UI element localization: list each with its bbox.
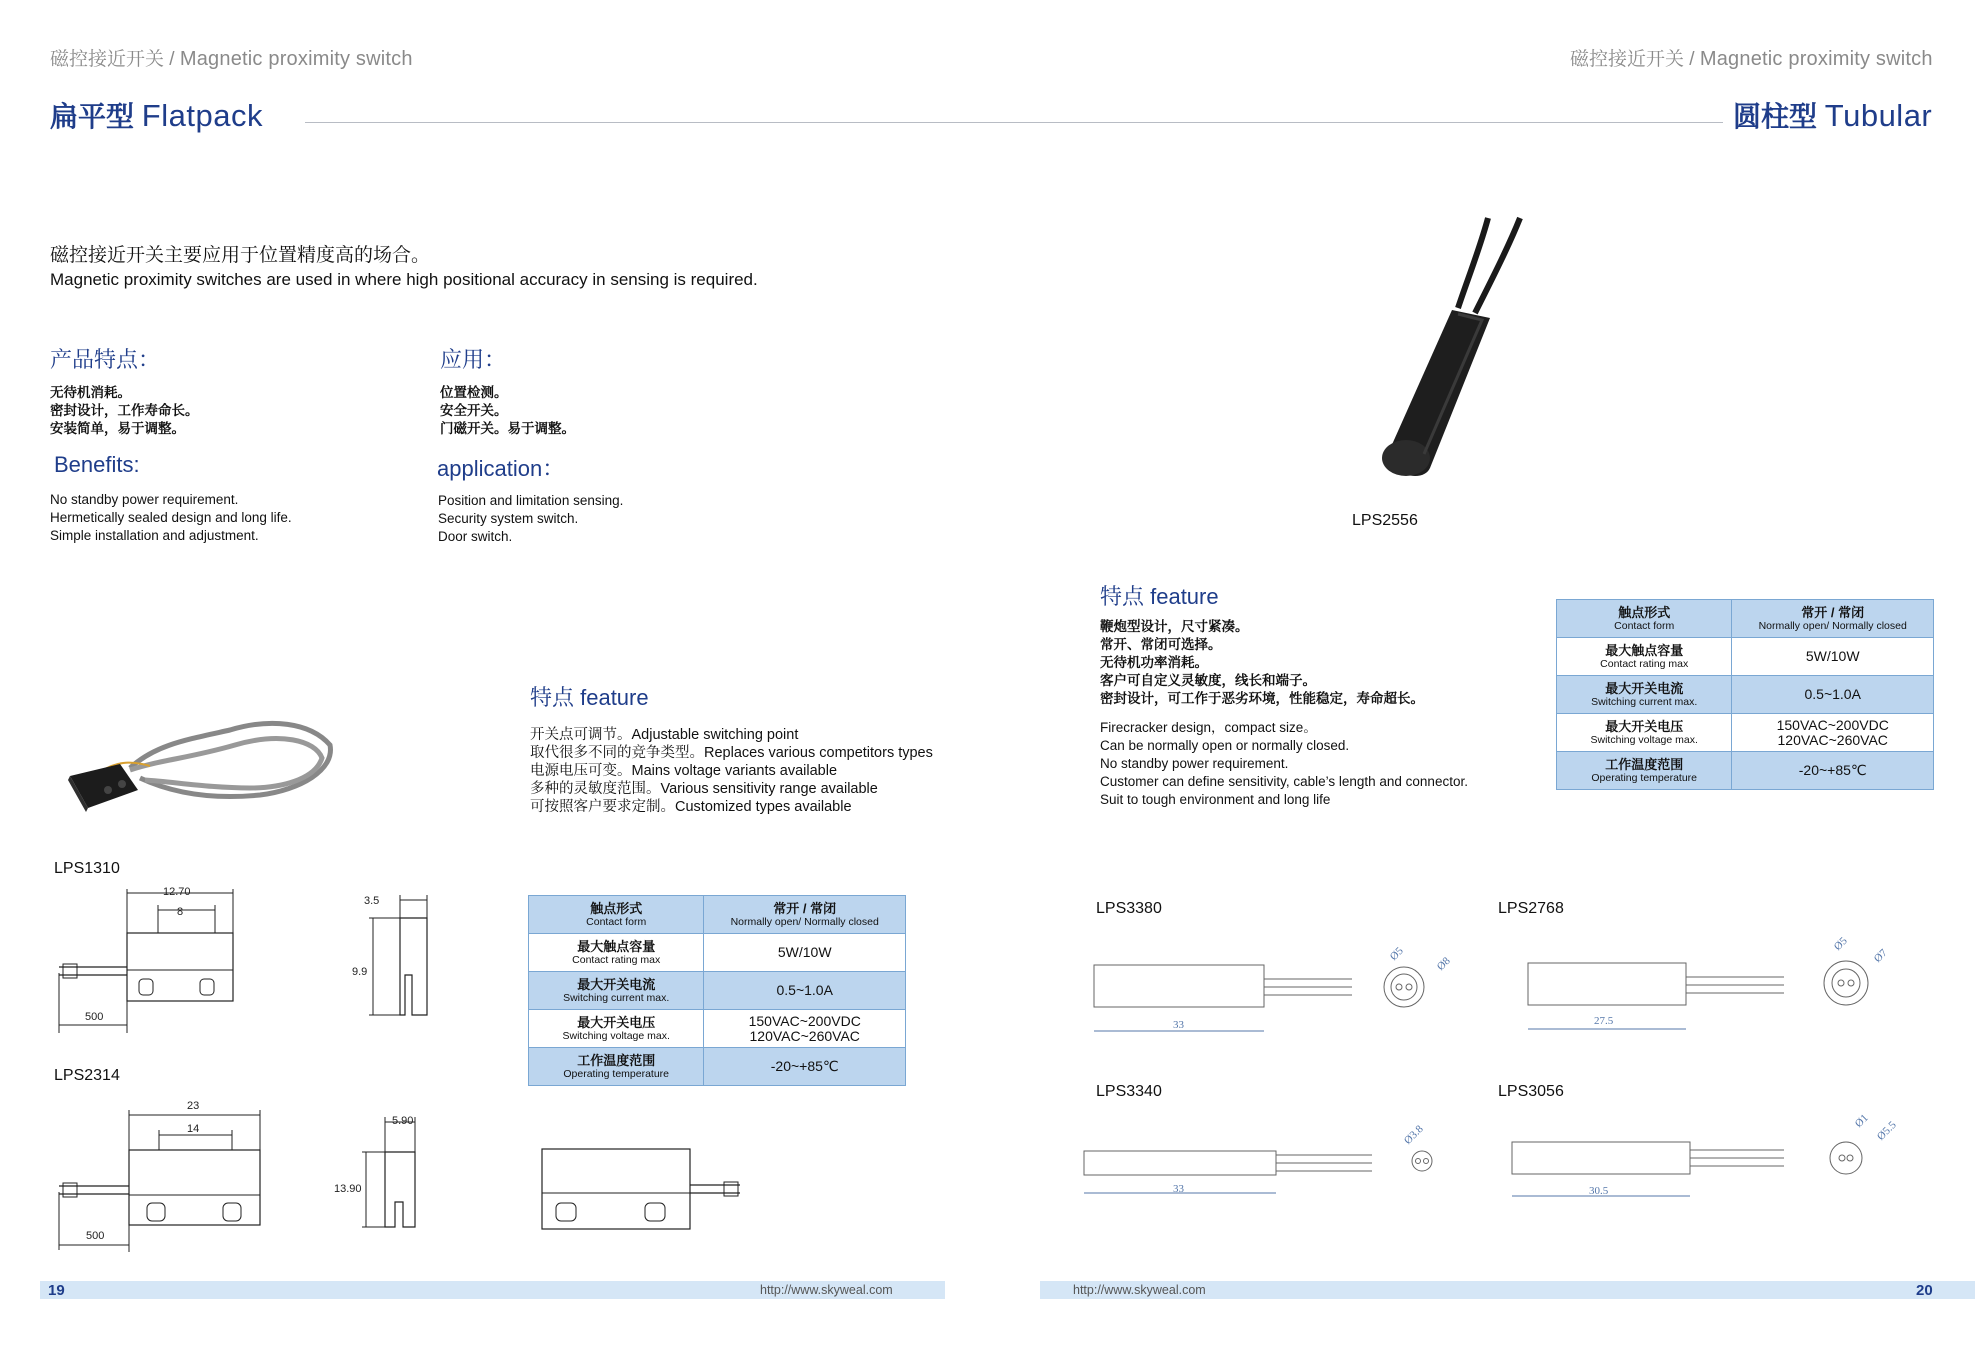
table-cell: 120VAC~260VAC [749,1027,860,1044]
dim-label: Ø3.8 [1401,1123,1426,1147]
list-item: 安全开关。 [440,403,508,418]
breadcrumb-sep: / [164,49,180,70]
table-cell: 最大开关电流 [1605,681,1684,696]
lps3380-drawing [1092,955,1472,1035]
table-row [1557,600,1934,638]
list-item: 无待机消耗。 [50,385,131,400]
tubular-product-image [1340,218,1560,480]
list-item: Security system switch. [438,511,579,526]
list-item: Position and limitation sensing. [438,493,624,508]
table-cell: 最大触点容量 [1605,643,1684,658]
list-item: 客户可自定义灵敏度，线长和端子。 [1100,673,1316,688]
table-row [529,1010,906,1048]
list-item: 密封设计，可工作于恶劣环境，性能稳定，寿命超长。 [1100,691,1424,706]
spec-table-left [528,895,906,1086]
list-item: 电源电压可变。Mains voltage variants available [530,763,838,779]
dim-label: Ø8 [1434,955,1453,973]
table-cell: 触点形式 [1618,605,1671,620]
list-item: No standby power requirement. [1100,756,1289,771]
lps2314-side-drawing [360,1112,440,1232]
dim-label: Ø7 [1871,947,1890,965]
title-en: Tubular [1824,98,1933,133]
dim-label: 3.5 [364,895,380,907]
dim-label: Ø5 [1387,945,1406,963]
table-cell: Contact form [1614,620,1675,632]
table-row [529,972,906,1010]
dim-label: 13.90 [334,1183,362,1195]
list-item: 无待机功率消耗。 [1100,655,1208,670]
page-title-right [1733,95,1932,135]
flatpack-product-image [60,700,360,820]
title-en: Flatpack [141,98,263,133]
list-item: 门磁开关。易于调整。 [440,421,575,436]
table-cell: Contact rating max [1600,658,1689,670]
table-cell: 最大触点容量 [577,939,656,954]
list-item: 鞭炮型设计，尺寸紧凑。 [1100,619,1249,634]
table-cell: 150VAC~200VDC [748,1012,861,1029]
table-cell: 工作温度范围 [577,1053,656,1068]
list-item: Door switch. [438,529,513,544]
table-cell: 0.5~1.0A [1804,685,1861,702]
list-item: Can be normally open or normally closed. [1100,738,1350,753]
table-cell: 0.5~1.0A [776,981,833,998]
dim-label: 500 [86,1230,105,1242]
list-item: 密封设计，工作寿命长。 [50,403,199,418]
table-cell: 工作温度范围 [1605,757,1684,772]
feature-list-left [530,726,933,816]
table-cell: 最大开关电流 [577,977,656,992]
list-item: No standby power requirement. [50,492,239,507]
model-lps3056: LPS3056 [1498,1083,1564,1100]
table-row [529,896,906,934]
table-cell: 5W/10W [777,943,832,960]
benefits-en-heading: Benefits: [54,452,140,477]
table-cell: -20~+85℃ [770,1057,839,1074]
dim-label: 23 [187,1100,200,1112]
table-cell: 最大开关电压 [577,1015,656,1030]
table-cell: Switching current max. [1591,696,1698,708]
table-row [529,934,906,972]
feature-en-list-right [1100,719,1468,809]
dim-label: 14 [187,1123,200,1135]
benefits-cn-list [50,384,199,438]
list-item: Firecracker design，compact size。 [1100,720,1317,735]
table-cell: Switching voltage max. [1590,734,1698,746]
breadcrumb-cn: 磁控接近开关 [50,49,165,70]
model-lps3380: LPS3380 [1096,900,1162,917]
list-item: Simple installation and adjustment. [50,528,259,543]
lps2768-drawing [1526,955,1906,1035]
header-rule [305,122,1723,123]
table-cell: 120VAC~260VAC [1777,731,1888,748]
lps2314-top-drawing [540,1145,750,1235]
intro-en: Magnetic proximity switches are used in where high positional accuracy in sensing is required. [50,270,758,289]
list-item: 开关点可调节。Adjustable switching point [530,727,799,743]
dim-label: Ø1 [1852,1112,1871,1130]
breadcrumb-en: Magnetic proximity switch [1699,48,1933,70]
table-row [529,1048,906,1086]
lps3056-drawing [1510,1140,1890,1220]
lps1310-side-drawing [365,890,435,1020]
feature-title-left: 特点 feature [530,685,649,710]
model-lps1310: LPS1310 [54,860,120,877]
feature-cn-list-right [1100,618,1424,708]
table-cell: -20~+85℃ [1798,761,1867,778]
dim-label: 12.70 [163,886,191,898]
page-number-right: 20 [1916,1282,1933,1299]
dim-label: 500 [85,1011,104,1023]
table-cell: Contact form [586,916,647,928]
title-cn: 圆柱型 [1733,101,1818,132]
model-lps2768: LPS2768 [1498,900,1564,917]
title-cn: 扁平型 [50,101,135,132]
table-cell: 常开 / 常闭 [773,901,837,916]
spec-table-right [1556,599,1934,790]
list-item: 可按照客户要求定制。Customized types available [530,799,852,815]
intro-cn: 磁控接近开关主要应用于位置精度高的场合。 [50,245,431,266]
dim-label: Ø5.5 [1874,1119,1899,1143]
page-title-left [50,95,263,135]
table-row [1557,676,1934,714]
breadcrumb-en: Magnetic proximity switch [179,48,413,70]
application-en-list [438,492,623,546]
application-cn-heading: 应用： [440,347,507,372]
table-cell: 5W/10W [1805,647,1860,664]
benefits-en-list [50,491,292,545]
breadcrumb-left [50,44,413,71]
table-cell: Normally open/ Normally closed [730,916,879,928]
dim-label: 33 [1173,1019,1184,1031]
model-lps2556: LPS2556 [1352,512,1418,529]
dim-label: 8 [177,906,184,918]
dim-label: 5.90 [392,1115,414,1127]
model-lps3340: LPS3340 [1096,1083,1162,1100]
dim-label: 33 [1173,1183,1184,1195]
table-cell: Normally open/ Normally closed [1758,620,1907,632]
list-item: Suit to tough environment and long life [1100,792,1331,807]
breadcrumb-right [1570,44,1933,71]
application-cn-list [440,384,575,438]
breadcrumb-sep: / [1684,49,1700,70]
table-cell: Switching voltage max. [562,1030,670,1042]
table-cell: 最大开关电压 [1605,719,1684,734]
lps3340-drawing [1082,1145,1462,1225]
table-cell: 触点形式 [590,901,643,916]
dim-label: 30.5 [1589,1185,1609,1197]
list-item: Hermetically sealed design and long life. [50,510,292,525]
application-en-heading: application： [437,456,565,481]
table-row [1557,638,1934,676]
dim-label: 27.5 [1594,1015,1614,1027]
page-number-left: 19 [48,1282,65,1299]
model-lps2314: LPS2314 [54,1067,120,1084]
footer-url-right[interactable]: http://www.skyweal.com [1073,1283,1206,1297]
table-cell: Operating temperature [1591,772,1698,784]
list-item: 多种的灵敏度范围。Various sensitivity range available [530,781,878,797]
table-cell: Contact rating max [572,954,661,966]
list-item: 位置检测。 [440,385,508,400]
table-cell: Operating temperature [563,1068,670,1080]
table-cell: 150VAC~200VDC [1776,716,1889,733]
list-item: 取代很多不同的竞争类型。Replaces various competitors types [530,745,933,761]
table-row [1557,752,1934,790]
dim-label: Ø5 [1831,935,1850,953]
table-row [1557,714,1934,752]
breadcrumb-cn: 磁控接近开关 [1570,49,1685,70]
list-item: 常开、常闭可选择。 [1100,637,1222,652]
list-item: Customer can define sensitivity, cable’s length and connector. [1100,774,1468,789]
table-cell: Switching current max. [563,992,670,1004]
benefits-cn-heading: 产品特点： [50,347,161,372]
table-cell: 常开 / 常闭 [1801,605,1865,620]
feature-title-right: 特点 feature [1100,584,1219,609]
list-item: 安装简单，易于调整。 [50,421,185,436]
footer-url-left[interactable]: http://www.skyweal.com [760,1283,893,1297]
dim-label: 9.9 [352,966,368,978]
